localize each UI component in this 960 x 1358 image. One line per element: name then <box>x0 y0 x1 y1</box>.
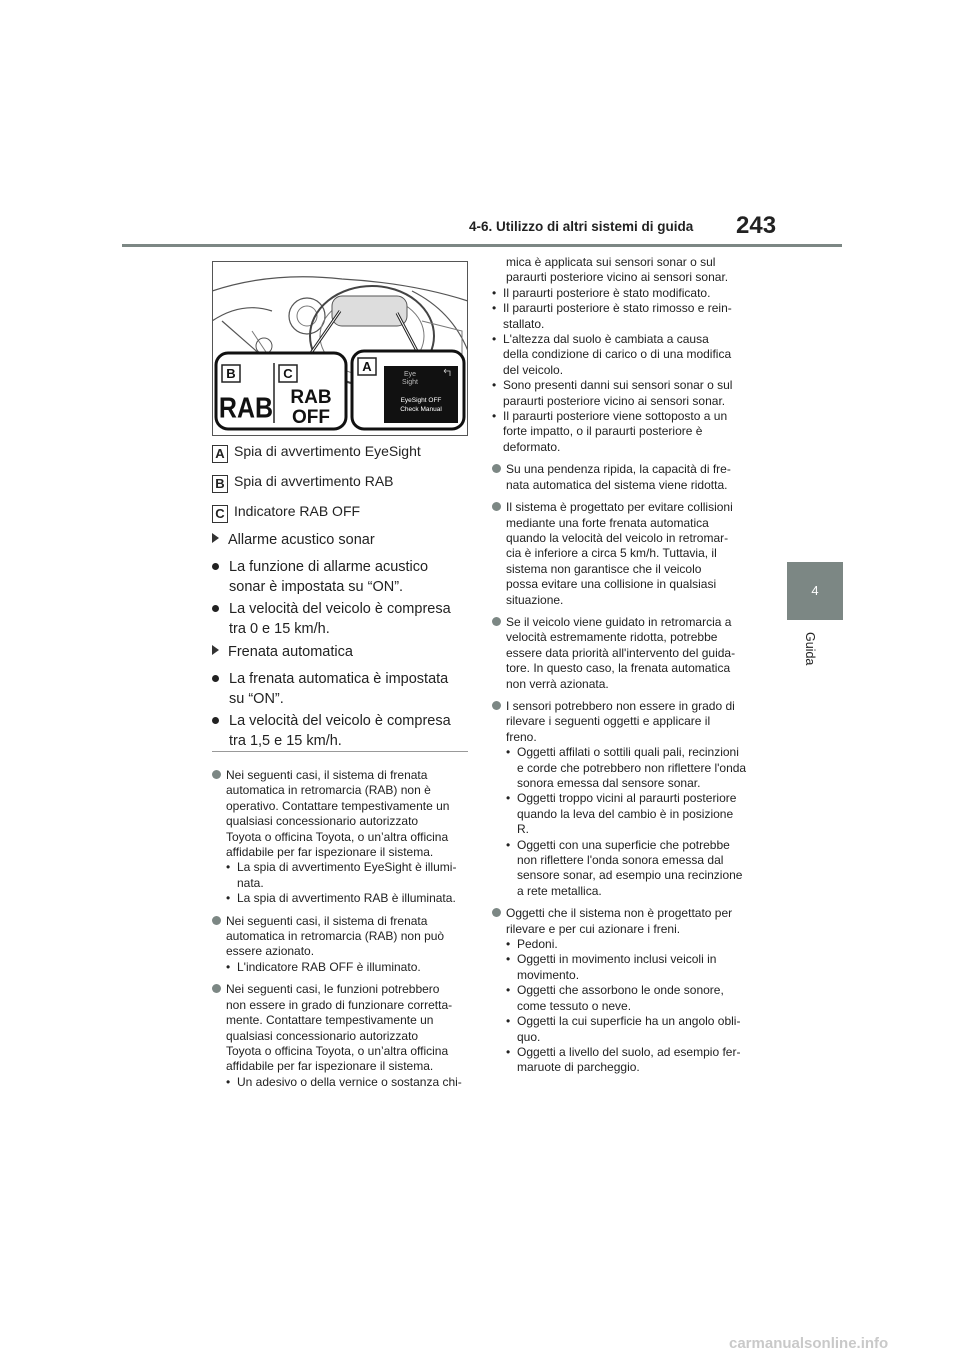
bullet-icon <box>212 605 219 612</box>
note-line: sistema non garantisce che il veicolo <box>506 561 702 576</box>
callout-b-letter: B <box>226 366 236 381</box>
sub-line: Oggetti a livello del suolo, ad esempio fer- <box>517 1044 741 1059</box>
sub-line: Il paraurti posteriore è stato modificato. <box>503 285 711 300</box>
bullet-icon <box>212 563 219 570</box>
sub-line: Oggetti affilati o sottili quali pali, recinzioni <box>517 745 739 760</box>
note-paragraph <box>506 462 762 493</box>
sub-line: La spia di avvertimento EyeSight è illumi- <box>237 860 457 875</box>
sub-bullet-icon: • <box>492 301 497 316</box>
legend-item-a <box>212 443 421 463</box>
display-line2: Check Manual <box>400 406 442 413</box>
rab-off-text-line1: RAB <box>290 387 332 408</box>
sub-bullet-icon: • <box>506 1044 511 1059</box>
callout-a-letter: A <box>362 359 372 374</box>
note-sub-item <box>492 332 762 378</box>
sub-line: movimento. <box>517 967 580 982</box>
note-paragraph <box>506 906 762 937</box>
sub-line: e corde che potrebbero non riflettere l'onda <box>517 760 747 775</box>
note-line: Il sistema è progettato per evitare collisioni <box>506 500 733 515</box>
note-line: automatica in retromarcia (RAB) non può <box>226 929 445 944</box>
note-line: freno. <box>506 729 537 744</box>
note-sub-item <box>226 960 472 975</box>
notes-left-column <box>212 768 472 1097</box>
notes-right-column <box>492 255 762 1083</box>
note-item <box>492 615 762 692</box>
sub-line: La spia di avvertimento RAB è illuminata. <box>237 891 456 906</box>
note-paragraph <box>506 255 762 286</box>
note-item <box>212 768 472 907</box>
note-paragraph <box>506 615 762 692</box>
legend-text: Spia di avvertimento RAB <box>234 473 394 489</box>
header-rule <box>122 244 842 247</box>
note-sub-item <box>492 378 762 409</box>
sub-line: stallato. <box>503 316 545 331</box>
rab-warning-text: RAB <box>218 391 274 424</box>
note-line: quando la velocità del veicolo in retromar- <box>506 530 729 545</box>
note-line: Su una pendenza ripida, la capacità di fre- <box>506 462 731 477</box>
bullet-line: La velocità del veicolo è compresa <box>229 601 451 617</box>
sub-line: paraurti posteriore vicino ai sensori sonar. <box>503 393 726 408</box>
legend-text: Indicatore RAB OFF <box>234 503 361 519</box>
sub-bullet-icon: • <box>492 378 497 393</box>
note-sub-item <box>506 1014 762 1045</box>
note-sub-item <box>492 286 762 301</box>
note-dot-icon <box>212 984 221 993</box>
note-line: essere azionato. <box>226 944 315 959</box>
note-line: qualsiasi concessionario autorizzato <box>226 1028 419 1043</box>
note-line: Toyota o officina Toyota, o un’altra officina <box>226 829 449 844</box>
note-line: rilevare e per cui azionare i freni. <box>506 921 681 936</box>
sub-line: R. <box>517 822 529 837</box>
note-line: Oggetti che il sistema non è progettato per <box>506 906 733 921</box>
note-sub-item <box>226 891 472 906</box>
legend-item-c <box>212 503 360 523</box>
sub-line: della condizione di carico o di una modifica <box>503 347 732 362</box>
note-sub-item <box>506 983 762 1014</box>
sub-line: deformato. <box>503 439 561 454</box>
note-dot-icon <box>492 617 501 626</box>
note-line: cia è inferiore a circa 5 km/h. Tuttavia, il <box>506 546 717 561</box>
note-line: Toyota o officina Toyota, o un’altra officina <box>226 1043 449 1058</box>
section-heading-sonar <box>212 532 375 548</box>
sub-line: Pedoni. <box>517 937 558 952</box>
note-sub-item <box>506 1045 762 1076</box>
sub-line: maruote di parcheggio. <box>517 1060 640 1075</box>
sub-bullet-icon: • <box>506 837 511 852</box>
note-sub-item <box>506 791 762 837</box>
arrow-right-icon <box>212 645 219 655</box>
note-paragraph <box>506 699 762 745</box>
note-sub-item <box>506 838 762 900</box>
sub-bullet-icon: • <box>506 952 511 967</box>
sub-line: del veicolo. <box>503 362 564 377</box>
note-line: Nei seguenti casi, il sistema di frenata <box>226 768 428 782</box>
dashboard-illustration <box>212 261 468 436</box>
note-line: automatica in retromarcia (RAB) non è <box>226 783 431 798</box>
watermark-text: carmanualsonline.info <box>729 1335 889 1352</box>
sub-line: Un adesivo o della vernice o sostanza chi- <box>237 1074 462 1089</box>
bullet-line: tra 0 e 15 km/h. <box>229 621 330 637</box>
note-line: mica è applicata sui sensori sonar o sul <box>506 255 716 269</box>
note-line: Se il veicolo viene guidato in retromarcia a <box>506 614 732 629</box>
rab-off-text-line2: OFF <box>292 407 330 428</box>
note-dot-icon <box>492 908 501 917</box>
list-item <box>212 599 462 639</box>
note-paragraph <box>226 914 472 960</box>
sub-line: Oggetti la cui superficie ha un angolo obli- <box>517 1014 741 1029</box>
note-line: velocità estremamente ridotta, potrebbe <box>506 630 718 645</box>
sub-bullet-icon: • <box>226 891 231 906</box>
note-line: situazione. <box>506 592 564 607</box>
list-item <box>212 669 462 709</box>
note-sub-item <box>506 952 762 983</box>
display-eye: Eye <box>403 371 417 378</box>
note-sub-item <box>226 860 472 891</box>
bullet-line: La funzione di allarme acustico <box>229 559 429 575</box>
note-line: rilevare i seguenti oggetti e applicare il <box>506 714 711 729</box>
note-dot-icon <box>492 701 501 710</box>
section-title: 4-6. Utilizzo di altri sistemi di guida <box>469 219 694 234</box>
sub-line: non riflettere l'onda sonora emessa dal <box>517 853 724 868</box>
note-dot-icon <box>492 502 501 511</box>
sub-bullet-icon: • <box>226 959 231 974</box>
sub-bullet-icon: • <box>506 937 511 952</box>
note-item <box>492 500 762 608</box>
sub-line: quando la leva del cambio è in posizione <box>517 806 734 821</box>
note-line: essere data priorità all'intervento del guida- <box>506 645 736 660</box>
sub-line: L'altezza dal suolo è cambiata a causa <box>503 332 709 347</box>
list-item <box>212 711 462 751</box>
sub-bullet-icon: • <box>506 1014 511 1029</box>
sub-bullet-icon: • <box>492 285 497 300</box>
arrow-right-icon <box>212 533 219 543</box>
note-line: operativo. Contattare tempestivamente un <box>226 798 450 813</box>
sub-line: sensore sonar, ad esempio una recinzione <box>517 868 743 883</box>
sub-bullet-icon: • <box>506 791 511 806</box>
sub-bullet-icon: • <box>226 1074 231 1089</box>
note-line: Nei seguenti casi, le funzioni potrebbero <box>226 982 440 997</box>
note-sub-item <box>492 409 762 455</box>
legend-letter: C <box>212 505 228 523</box>
sub-line: L'indicatore RAB OFF è illuminato. <box>237 959 421 974</box>
callout-c-letter: C <box>283 366 293 381</box>
sub-line: a rete metallica. <box>517 883 602 898</box>
note-line: I sensori potrebbero non essere in grado di <box>506 698 735 713</box>
note-sub-item <box>506 745 762 791</box>
chapter-label-text: Guida <box>803 632 817 666</box>
bullet-icon <box>212 717 219 724</box>
legend-letter: B <box>212 475 228 493</box>
bullet-line: La velocità del veicolo è compresa <box>229 713 451 729</box>
section-heading-text: Frenata automatica <box>228 644 353 660</box>
note-paragraph <box>506 500 762 608</box>
sub-line: Oggetti con una superficie che potrebbe <box>517 837 730 852</box>
sub-line: Oggetti in movimento inclusi veicoli in <box>517 952 717 967</box>
sub-line: Sono presenti danni sui sensori sonar o sul <box>503 378 733 393</box>
note-item <box>492 462 762 493</box>
note-sub-item <box>226 1075 472 1090</box>
sub-line: Oggetti troppo vicini al paraurti posteriore <box>517 791 737 806</box>
list-item <box>212 557 462 597</box>
legend-letter: A <box>212 445 228 463</box>
chapter-label <box>795 632 835 682</box>
sub-bullet-icon: • <box>492 409 497 424</box>
note-paragraph <box>226 768 472 860</box>
note-dot-icon <box>212 770 221 779</box>
display-sight: Sight <box>402 379 418 386</box>
sub-line: Il paraurti posteriore è stato rimosso e rein- <box>503 301 732 316</box>
note-line: paraurti posteriore vicino ai sensori sonar. <box>506 270 729 285</box>
bullet-icon <box>212 675 219 682</box>
display-line1: EyeSight OFF <box>400 397 442 404</box>
note-item <box>492 699 762 899</box>
note-line: qualsiasi concessionario autorizzato <box>226 814 419 829</box>
note-line: tore. In questo caso, la frenata automatica <box>506 661 731 676</box>
sub-line: sonora emessa dal sensore sonar. <box>517 776 701 790</box>
note-line: mediante una forte frenata automatica <box>506 515 709 530</box>
note-line: Nei seguenti casi, il sistema di frenata <box>226 913 428 928</box>
legend-text: Spia di avvertimento EyeSight <box>234 443 421 459</box>
note-continuation <box>492 255 762 455</box>
sub-bullet-icon: • <box>492 332 497 347</box>
sub-line: Il paraurti posteriore viene sottoposto a un <box>503 409 728 424</box>
note-sub-item <box>506 937 762 952</box>
bullet-line: su “ON”. <box>229 691 284 707</box>
note-line: non verrà azionata. <box>506 676 609 691</box>
sub-line: Oggetti che assorbono le onde sonore, <box>517 983 724 998</box>
bullet-line: sonar è impostata su “ON”. <box>229 579 404 595</box>
legend-item-b <box>212 473 394 493</box>
sub-line: come tessuto o neve. <box>517 998 632 1013</box>
sub-line: nata. <box>237 875 264 890</box>
sub-bullet-icon: • <box>506 745 511 760</box>
dashboard-drawing <box>212 261 468 436</box>
note-line: mente. Contattare tempestivamente un <box>226 1013 434 1028</box>
sub-bullet-icon: • <box>226 860 231 875</box>
chapter-tab: 4 <box>787 562 843 620</box>
bullet-line: La frenata automatica è impostata <box>229 671 449 687</box>
note-item <box>212 914 472 976</box>
note-line: affidabile per far ispezionare il sistema. <box>226 1059 434 1074</box>
section-heading-text: Allarme acustico sonar <box>228 532 375 548</box>
sub-bullet-icon: • <box>506 983 511 998</box>
note-line: affidabile per far ispezionare il sistema. <box>226 845 434 860</box>
note-line: possa evitare una collisione in qualsiasi <box>506 577 717 592</box>
note-line: non essere in grado di funzionare corretta- <box>226 997 453 1012</box>
note-item <box>212 982 472 1090</box>
note-dot-icon <box>212 916 221 925</box>
note-line: nata automatica del sistema viene ridotta. <box>506 477 728 492</box>
multi-info-display <box>384 366 458 423</box>
bullet-line: tra 1,5 e 15 km/h. <box>229 733 342 749</box>
note-paragraph <box>226 982 472 1074</box>
sub-line: forte impatto, o il paraurti posteriore è <box>503 424 703 439</box>
notes-divider <box>212 751 468 752</box>
note-sub-item <box>492 301 762 332</box>
note-dot-icon <box>492 464 501 473</box>
note-item <box>492 906 762 1075</box>
sub-line: quo. <box>517 1029 541 1044</box>
page-number: 243 <box>736 212 777 239</box>
section-heading-braking <box>212 644 353 660</box>
